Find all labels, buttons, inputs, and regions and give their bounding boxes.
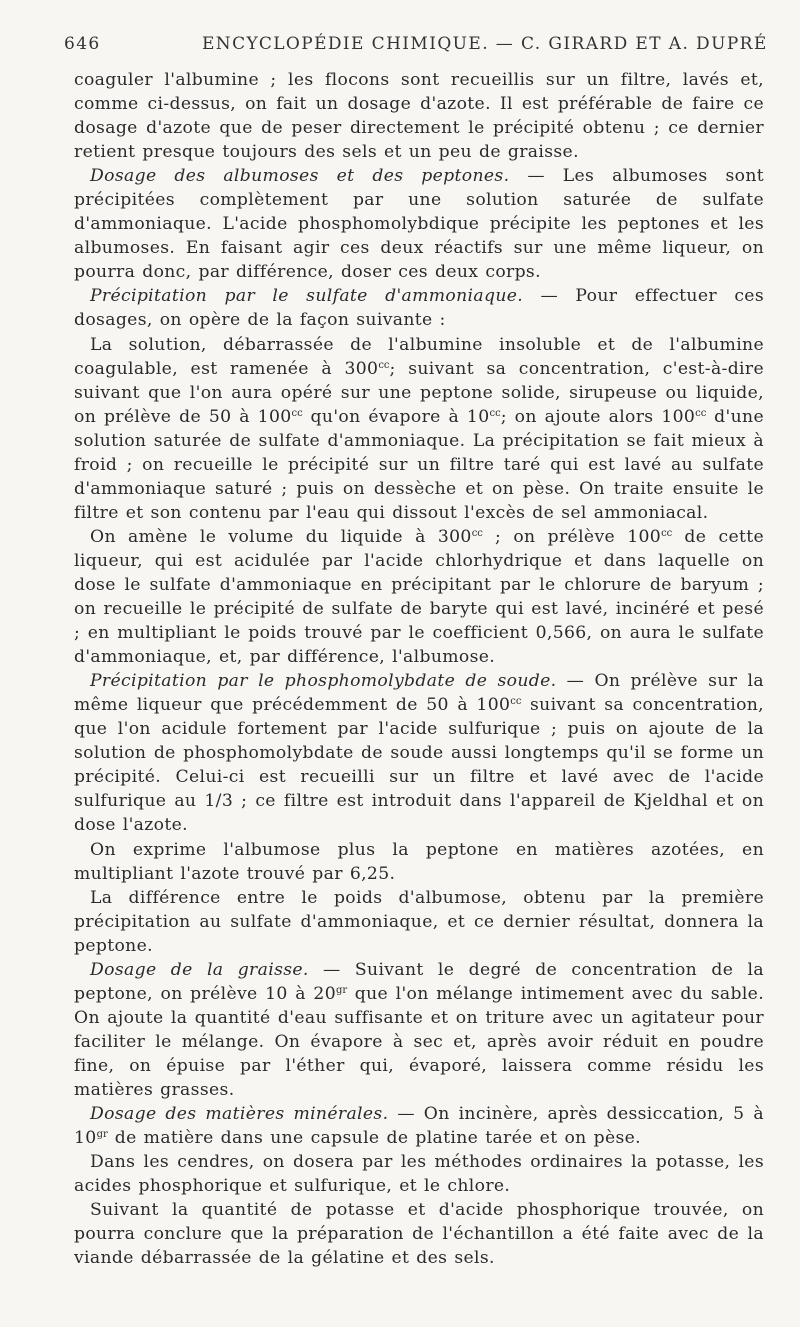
paragraph xyxy=(74,284,764,332)
running-header xyxy=(64,34,786,58)
unit-superscript: gr xyxy=(336,984,348,996)
text-segment: — Les albumoses sont précipitées complètement par une solution saturée de sulfate d'ammoniaque. L'acide phosphomolybdique précipite les peptones et les albumoses. En faisant agir ces deux réactifs sur une même liqueur, on pourra donc, par différence, doser ces deux corps. xyxy=(74,166,764,283)
text-segment: ; suivant sa concentration, c'est-à-dire suivant que l'on aura opéré sur une peptone solide, sirupeuse ou liquide, on prélève de 50 à 100 xyxy=(74,358,764,427)
text-segment: de matière dans une capsule de platine tarée et on pèse. xyxy=(107,1128,641,1149)
paragraph xyxy=(74,1198,764,1270)
text-segment: — Suivant le degré de concentration de la peptone, on prélève 10 à 20 xyxy=(74,959,764,1004)
text-segment: ; on ajoute alors 100 xyxy=(500,406,696,427)
unit-superscript: cc xyxy=(378,359,390,371)
paragraph xyxy=(74,886,764,958)
text-segment: On amène le volume du liquide à 300 xyxy=(90,526,472,547)
paragraph xyxy=(74,669,764,837)
paragraph xyxy=(74,1150,764,1198)
body-text xyxy=(74,68,764,1270)
text-segment: que l'on mélange intimement avec du sable. On ajoute la quantité d'eau suffisante et on triture avec un agitateur pour faciliter le mélange. On évapore à sec et, après avoir réduit en poudre fine, on épuise par l'éther qui, évaporé, laissera comme résidu les matières grasses. xyxy=(74,983,765,1100)
paragraph xyxy=(74,333,764,525)
unit-superscript: cc xyxy=(471,527,483,539)
text-segment: ; on prélève 100 xyxy=(482,526,662,547)
section-lead: Dosage de la graisse. xyxy=(90,959,309,980)
section-lead: Dosage des albumoses et des peptones. xyxy=(90,166,510,187)
text-segment: coaguler l'albumine ; les flocons sont recueillis sur un filtre, lavés et, comme ci-dessus, on fait un dosage d'azote. Il est préférable de faire ce dosage d'azote que de peser directement le précipité obtenu ; ce dernier retient presque toujours des sels et un peu de graisse. xyxy=(74,70,764,163)
running-title: ENCYCLOPÉDIE CHIMIQUE. — C. GIRARD ET A. DUPRÉ xyxy=(202,34,768,54)
paragraph xyxy=(74,1102,764,1150)
text-segment: d'une solution saturée de sulfate d'ammoniaque. La précipitation se fait mieux à froid ; on recueille le précipité sur un filtre taré qui est lavé au sulfate d'ammoniaque saturé ; puis on dessèche et on pèse. On traite ensuite le filtre et son contenu par l'eau qui dissout l'excès de sel ammoniacal. xyxy=(74,406,764,523)
text-segment: Dans les cendres, on dosera par les méthodes ordinaires la potasse, les acides phosphorique et sulfurique, et le chlore. xyxy=(74,1152,764,1197)
paragraph xyxy=(74,958,764,1102)
text-segment: Suivant la quantité de potasse et d'acide phosphorique trouvée, on pourra conclure que la préparation de l'échantillon a été faite avec de la viande débarrassée de la gélatine et des sels. xyxy=(74,1200,764,1269)
text-segment: suivant sa concentration, que l'on acidule fortement par l'acide sulfurique ; puis on ajoute de la solution de phosphomolybdate de soude aussi longtemps qu'il se forme un précipité. Celui-ci est recueilli sur un filtre et lavé avec de l'acide sulfurique au 1/3 ; ce filtre est introduit dans l'appareil de Kjeldhal et on dose l'azote. xyxy=(74,695,764,836)
unit-superscript: cc xyxy=(661,527,673,539)
page-number: 646 xyxy=(64,34,101,54)
section-lead: Précipitation par le phosphomolybdate de soude. xyxy=(90,671,557,692)
unit-superscript: cc xyxy=(291,407,303,419)
unit-superscript: cc xyxy=(695,407,707,419)
text-segment: de cette liqueur, qui est acidulée par l'acide chlorhydrique et dans laquelle on dose le sulfate d'ammoniaque en précipitant par le chlorure de baryum ; on recueille le précipité de sulfate de baryte qui est lavé, incinéré et pesé ; en multipliant le poids trouvé par le coefficient 0,566, on aura le sulfate d'ammoniaque, et, par différence, l'albumose. xyxy=(74,526,764,668)
text-segment: La différence entre le poids d'albumose, obtenu par la première précipitation au sulfate d'ammoniaque, et ce dernier résultat, donnera la peptone. xyxy=(74,887,764,956)
section-lead: Dosage des matières minérales. xyxy=(90,1104,389,1125)
paragraph xyxy=(74,68,764,164)
section-lead: Précipitation par le sulfate d'ammoniaque. xyxy=(90,286,524,307)
unit-superscript: cc xyxy=(489,407,501,419)
text-segment: On exprime l'albumose plus la peptone en matières azotées, en multipliant l'azote trouvé par 6,25. xyxy=(74,839,764,884)
paragraph xyxy=(74,525,764,669)
unit-superscript: cc xyxy=(510,696,522,708)
text-segment: — Pour effectuer ces dosages, on opère de la façon suivante : xyxy=(74,286,764,331)
text-segment: qu'on évapore à 10 xyxy=(302,406,490,427)
paragraph xyxy=(74,164,764,284)
text-segment: — On incinère, après dessiccation, 5 à 10 xyxy=(74,1104,764,1149)
unit-superscript: gr xyxy=(96,1129,108,1141)
text-segment: — On prélève sur la même liqueur que précédemment de 50 à 100 xyxy=(74,671,764,716)
paragraph xyxy=(74,838,764,886)
text-segment: La solution, débarrassée de l'albumine insoluble et de l'albumine coagulable, est ramenée à 300 xyxy=(74,334,764,379)
